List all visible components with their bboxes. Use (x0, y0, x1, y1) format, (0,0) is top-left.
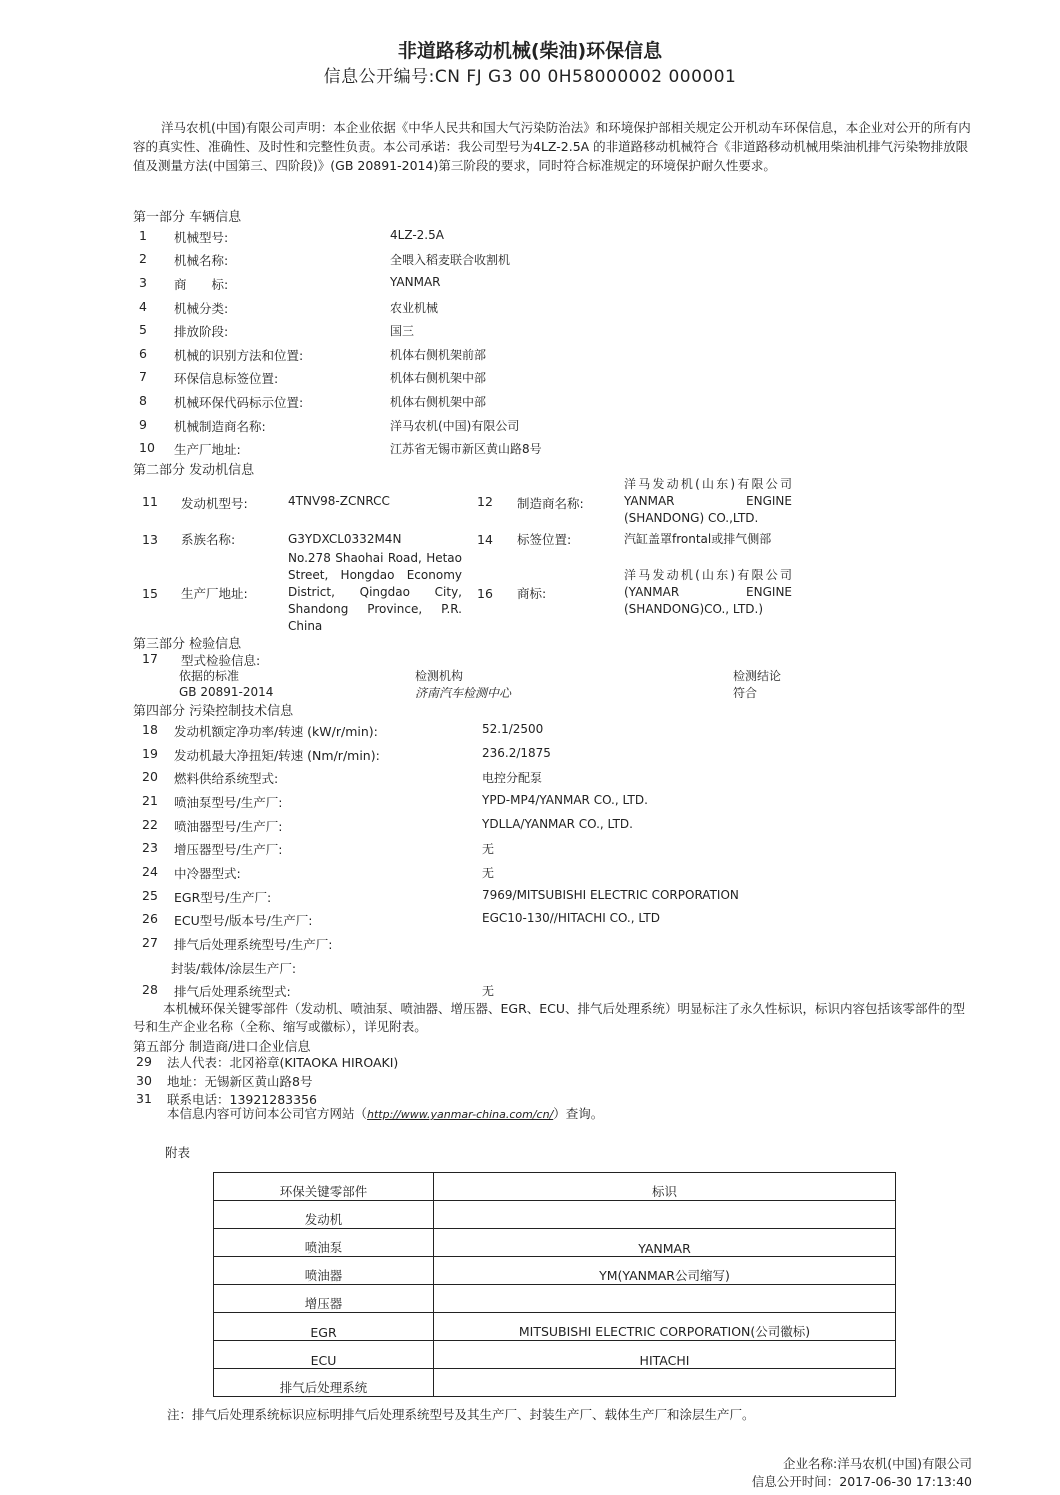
row-label: 标签位置: (517, 532, 572, 547)
row-label: 发动机最大净扭矩/转速 (Nm/r/min): (174, 748, 380, 763)
row-value: 236.2/1875 (482, 746, 551, 760)
row-number: 12 (477, 494, 493, 509)
table-row (214, 1341, 896, 1369)
row-value: 机体右侧机架前部 (390, 348, 487, 362)
part2-heading: 第二部分 发动机信息 (133, 463, 255, 478)
row-number: 23 (142, 840, 158, 855)
table-row (214, 1257, 896, 1285)
row-label: EGR型号/生产厂: (174, 890, 272, 905)
row-number: 13 (142, 532, 158, 547)
row-label: 发动机额定净功率/转速 (kW/r/min): (174, 724, 378, 739)
row-number: 19 (142, 746, 158, 761)
row-number: 5 (139, 322, 147, 337)
col-result-header: 检测结论 (733, 669, 782, 683)
column-header: 环保关键零部件 (214, 1173, 434, 1201)
row-number: 22 (142, 817, 158, 832)
row-number: 14 (477, 532, 493, 547)
row-label: 机械环保代码标示位置: (174, 395, 304, 410)
part4-heading: 第四部分 污染控制技术信息 (133, 704, 294, 719)
row-number: 6 (139, 346, 147, 361)
part1-heading: 第一部分 车辆信息 (133, 210, 242, 225)
row-number: 3 (139, 275, 147, 290)
row-label: 排气后处理系统型号/生产厂: (174, 937, 333, 952)
row-value: 无 (482, 866, 495, 880)
table-cell: 发动机 (214, 1201, 434, 1229)
row-value: G3YDXCL0332M4N (288, 532, 402, 546)
row-value: 洋马发动机(山东)有限公司 (YANMAR ENGINE (SHANDONG)CO., LTD.) (624, 568, 792, 616)
row-value: 电控分配泵 (482, 771, 543, 785)
table-cell: 喷油泵 (214, 1229, 434, 1257)
row-number: 15 (142, 586, 158, 601)
document-title: 非道路移动机械(柴油)环保信息 (397, 40, 663, 62)
row-label: 生产厂地址: (181, 586, 248, 601)
table-row (214, 1313, 896, 1341)
website-suffix: ）查询。 (553, 1106, 604, 1121)
row-number: 24 (142, 864, 158, 879)
row-label: 机械型号: (174, 230, 229, 245)
row-value: 无 (482, 984, 495, 998)
row-number: 7 (139, 369, 147, 384)
row-label: ECU型号/版本号/生产厂: (174, 913, 313, 928)
table-cell (434, 1369, 896, 1397)
row-label: 商标: (517, 586, 547, 601)
info-code: 信息公开编号:CN FJ G3 00 0H58000002 000001 (323, 67, 737, 87)
row-label: 喷油器型号/生产厂: (174, 819, 283, 834)
row-value: YDLLA/YANMAR CO., LTD. (482, 817, 633, 831)
table-row (214, 1369, 896, 1397)
row-label: 型式检验信息: (181, 653, 261, 668)
row-label: 系族名称: (181, 532, 236, 547)
row-number: 26 (142, 911, 158, 926)
row-value: 4LZ-2.5A (390, 228, 444, 242)
footer-company: 企业名称:洋马农机(中国)有限公司 (783, 1456, 972, 1471)
table-cell: HITACHI (434, 1341, 896, 1369)
footer-time: 信息公开时间：2017-06-30 17:13:40 (751, 1474, 972, 1489)
row-label: 机械的识别方法和位置: (174, 348, 304, 363)
row-label: 机械分类: (174, 301, 229, 316)
row-number: 18 (142, 722, 158, 737)
column-header: 标识 (434, 1173, 896, 1201)
row-value: 江苏省无锡市新区黄山路8号 (390, 442, 542, 456)
legal-representative: 法人代表：北冈裕章(KITAOKA HIROAKI) (167, 1055, 399, 1070)
result-value: 符合 (733, 686, 758, 700)
table-header-row (214, 1173, 896, 1201)
website-prefix: 本信息内容可访问本公司官方网站（ (167, 1106, 368, 1121)
row-label: 燃料供给系统型式: (174, 771, 279, 786)
table-row (214, 1285, 896, 1313)
table-cell: 喷油器 (214, 1257, 434, 1285)
row-value: No.278 Shaohai Road, Hetao Street, Hongdao Economy District, Qingdao City, Shandong Province, P.R. China (288, 551, 462, 633)
row-number: 27 (142, 935, 158, 950)
table-row (214, 1229, 896, 1257)
row-number: 28 (142, 982, 158, 997)
row-label: 排气后处理系统型式: (174, 984, 291, 999)
row-value: 4TNV98-ZCNRCC (288, 494, 390, 508)
appendix-title: 附表 (165, 1145, 191, 1160)
intro-statement: 洋马农机(中国)有限公司声明：本企业依据《中华人民共和国大气污染防治法》和环境保护部相关规定公开机动车环保信息，本企业对公开的所有内容的真实性、准确性、及时性和完整性负责。本公司承诺：我公司型号为4LZ-2.5A 的非道路移动机械符合《非道路移动机械用柴油机排气污染物排放限值及测量方法(中国第三、四阶段)》(GB 20891-2014)第三阶段的要求，同时符合标准规定的环境保护耐久性要求。 (133, 120, 971, 173)
row-label: 机械制造商名称: (174, 419, 266, 434)
row-label: 生产厂地址: (174, 442, 241, 457)
row-number: 16 (477, 586, 493, 601)
row-number: 17 (142, 651, 158, 666)
row-value: YANMAR (390, 275, 441, 289)
row-label: 商 标: (174, 277, 229, 292)
appendix-note: 注：排气后处理系统标识应标明排气后处理系统型号及其生产厂、封装生产厂、载体生产厂和涂层生产厂。 (167, 1407, 755, 1422)
table-cell: EGR (214, 1313, 434, 1341)
row-number: 21 (142, 793, 158, 808)
website-link[interactable]: http://www.yanmar-china.com/cn/ (367, 1108, 554, 1121)
row-number: 9 (139, 417, 147, 432)
row-number: 11 (142, 494, 158, 509)
table-cell (434, 1285, 896, 1313)
row-value: 52.1/2500 (482, 722, 544, 736)
standard-value: GB 20891-2014 (179, 685, 274, 699)
row-value: 无 (482, 842, 495, 856)
table-cell: ECU (214, 1341, 434, 1369)
row-value: EGC10-130//HITACHI CO., LTD (482, 911, 660, 925)
row-number: 10 (139, 440, 155, 455)
row-value: 7969/MITSUBISHI ELECTRIC CORPORATION (482, 888, 739, 902)
row-value: 国三 (390, 324, 415, 338)
row-number: 2 (139, 251, 147, 266)
row-value: 洋马农机(中国)有限公司 (390, 419, 520, 433)
row-label: 喷油泵型号/生产厂: (174, 795, 283, 810)
part5-heading: 第五部分 制造商/进口企业信息 (133, 1040, 311, 1055)
row-value: 机体右侧机架中部 (390, 371, 487, 385)
row-label: 发动机型号: (181, 496, 248, 511)
table-cell: YANMAR (434, 1229, 896, 1257)
row-number: 29 (136, 1054, 152, 1069)
table-cell: 排气后处理系统 (214, 1369, 434, 1397)
row-number: 20 (142, 769, 158, 784)
website-line (167, 1104, 603, 1122)
table-cell: MITSUBISHI ELECTRIC CORPORATION(公司徽标) (434, 1313, 896, 1341)
row-label: 中冷器型式: (174, 866, 241, 881)
table-cell: YM(YANMAR公司缩写) (434, 1257, 896, 1285)
org-value: 济南汽车检测中心 (415, 686, 512, 700)
row-value: 农业机械 (390, 301, 439, 315)
row-label: 制造商名称: (517, 496, 584, 511)
phone: 联系电话：13921283356 (167, 1092, 317, 1107)
row-label: 排放阶段: (174, 324, 229, 339)
row-number: 30 (136, 1073, 152, 1088)
table-row (214, 1201, 896, 1229)
table-cell (434, 1201, 896, 1229)
col-org-header: 检测机构 (415, 669, 464, 683)
row-label: 环保信息标签位置: (174, 371, 279, 386)
col-standard-header: 依据的标准 (179, 669, 240, 683)
row-label: 封装/载体/涂层生产厂: (171, 961, 297, 976)
row-number: 31 (136, 1091, 152, 1106)
row-value: 汽缸盖罩frontal或排气侧部 (624, 532, 772, 546)
row-number: 1 (139, 228, 147, 243)
row-label: 增压器型号/生产厂: (174, 842, 283, 857)
row-value: 洋马发动机(山东)有限公司 YANMAR ENGINE (SHANDONG) CO.,LTD. (624, 477, 792, 525)
row-number: 8 (139, 393, 147, 408)
row-value: 全喂入稻麦联合收割机 (390, 253, 511, 267)
part3-heading: 第三部分 检验信息 (133, 637, 242, 652)
keyparts-note: 本机械环保关键零部件（发动机、喷油泵、喷油器、增压器、EGR、ECU、排气后处理系统）明显标注了永久性标识，标识内容包括该零部件的型号和生产企业名称（全称、缩写或徽标），详见附表。 (133, 1001, 966, 1034)
address: 地址：无锡新区黄山路8号 (167, 1074, 313, 1089)
row-value: YPD-MP4/YANMAR CO., LTD. (482, 793, 648, 807)
row-number: 25 (142, 888, 158, 903)
row-label: 机械名称: (174, 253, 229, 268)
appendix-table (213, 1172, 896, 1397)
row-value: 机体右侧机架中部 (390, 395, 487, 409)
row-number: 4 (139, 299, 147, 314)
table-cell: 增压器 (214, 1285, 434, 1313)
